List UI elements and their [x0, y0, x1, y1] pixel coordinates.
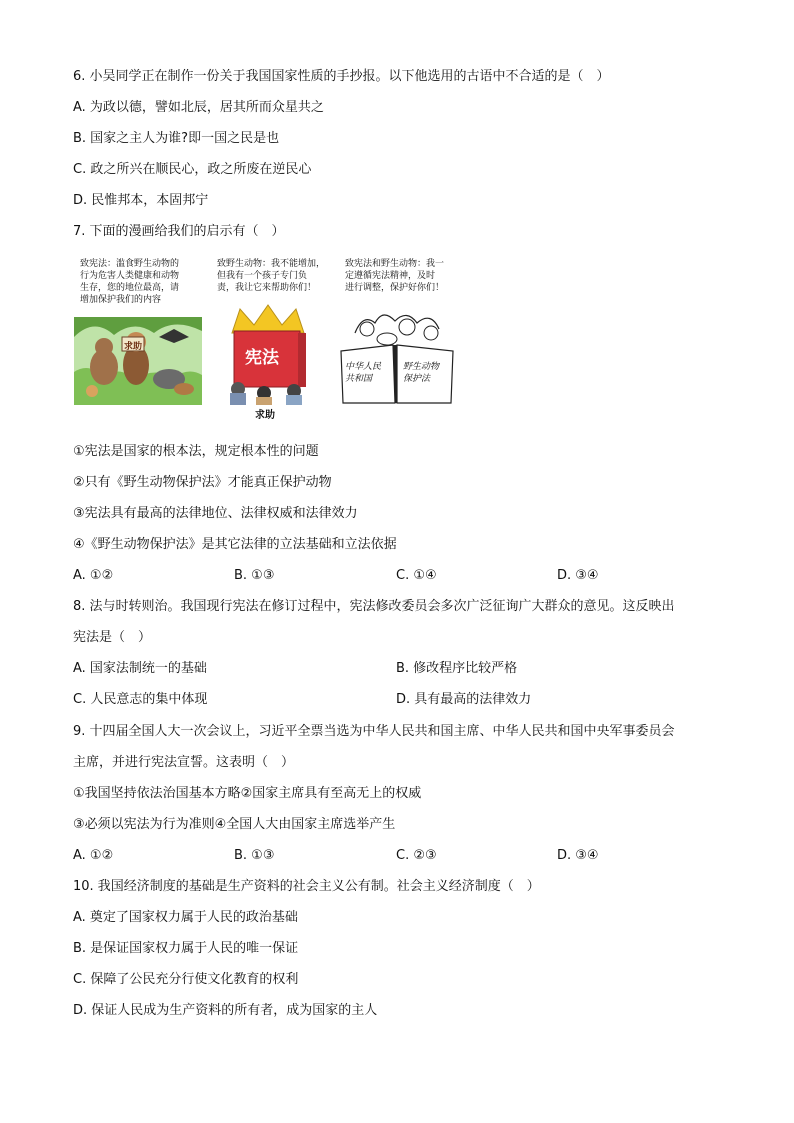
- comic-panel2-caption: [217, 258, 325, 294]
- q8-option-b: B. 修改程序比较严格: [396, 661, 518, 676]
- book-right-label: [403, 361, 439, 385]
- book-left-line: 共和国: [345, 374, 373, 384]
- q9-statements-line2: ③必须以宪法为行为准则④全国人大由国家主席选举产生: [73, 817, 396, 832]
- q7-statement-2: ②只有《野生动物保护法》才能真正保护动物: [73, 475, 332, 490]
- q6-stem: 6. 小吴同学正在制作一份关于我国国家性质的手抄报。以下他选用的古语中不合适的是（ ）: [73, 69, 610, 84]
- comic-panel3-caption: [345, 258, 444, 294]
- q9-option-d: D. ③④: [557, 848, 599, 863]
- comic-text-line: 致野生动物：我不能增加，: [217, 259, 326, 269]
- q10-option-b: B. 是保证国家权力属于人民的唯一保证: [73, 941, 299, 956]
- q6-option-d: D. 民惟邦本，本固邦宁: [73, 193, 209, 208]
- q9-option-a: A. ①②: [73, 848, 114, 863]
- q7-statement-1: ①宪法是国家的根本法，规定根本性的问题: [73, 444, 319, 459]
- comic-text-line: 行为危害人类健康和动物: [80, 271, 180, 281]
- q8-stem-line2: 宪法是（ ）: [73, 630, 152, 645]
- q8-option-a: A. 国家法制统一的基础: [73, 661, 207, 676]
- q10-stem: 10. 我国经济制度的基础是生产资料的社会主义公有制。社会主义经济制度（ ）: [73, 879, 540, 894]
- comic-text-line: 进行调整，保护好你们！: [345, 283, 445, 293]
- q7-stem: 7. 下面的漫画给我们的启示有（ ）: [73, 224, 285, 239]
- book-left-line: 中华人民: [345, 362, 382, 372]
- book-left-label: [345, 361, 381, 385]
- q10-option-c: C. 保障了公民充分行使文化教育的权利: [73, 972, 299, 987]
- help-sign: 求助: [124, 342, 143, 352]
- q7-statement-3: ③宪法具有最高的法律地位、法律权威和法律效力: [73, 506, 358, 521]
- comic-caption: 求助: [255, 410, 275, 421]
- q9-option-c: C. ②③: [396, 848, 437, 863]
- q9-stem-line2: 主席，并进行宪法宣誓。这表明（ ）: [73, 755, 295, 770]
- comic-text-line: 定遵循宪法精神，及时: [345, 271, 436, 281]
- comic-panel-wildlife-law: [335, 303, 460, 406]
- book-right-line: 野生动物: [403, 362, 440, 372]
- jungle-animals-illustration: [74, 317, 202, 405]
- q7-option-a: A. ①②: [73, 568, 114, 583]
- book-right-line: 保护法: [403, 374, 431, 384]
- comic-text-line: 但我有一个孩子专门负: [217, 271, 308, 281]
- q8-option-c: C. 人民意志的集中体现: [73, 692, 208, 707]
- q7-option-b: B. ①③: [234, 568, 275, 583]
- q7-option-d: D. ③④: [557, 568, 599, 583]
- q8-option-d: D. 具有最高的法律效力: [396, 692, 532, 707]
- q6-option-a: A. 为政以德，譬如北辰，居其所而众星共之: [73, 100, 324, 115]
- q7-option-c: C. ①④: [396, 568, 437, 583]
- q9-statements-line1: ①我国坚持依法治国基本方略②国家主席具有至高无上的权威: [73, 786, 422, 801]
- constitution-title: 宪法: [245, 348, 279, 368]
- q9-option-b: B. ①③: [234, 848, 275, 863]
- comic-panel-constitution: [218, 303, 320, 405]
- q6-option-b: B. 国家之主人为谁?即一国之民是也: [73, 131, 280, 146]
- comic-text-line: 增加保护我们的内容: [80, 295, 162, 305]
- comic-text-line: 致宪法：滥食野生动物的: [80, 259, 180, 269]
- wildlife-law-sketch: [335, 303, 460, 406]
- q8-stem-line1: 8. 法与时转则治。我国现行宪法在修订过程中，宪法修改委员会多次广泛征询广大群众的意见。这反映出: [73, 599, 675, 614]
- q6-option-c: C. 政之所兴在顺民心，政之所废在逆民心: [73, 162, 312, 177]
- comic-text-line: 致宪法和野生动物：我一: [345, 259, 445, 269]
- q9-stem-line1: 9. 十四届全国人大一次会议上，习近平全票当选为中华人民共和国主席、中华人民共和国中央军事委员会: [73, 724, 675, 739]
- q10-option-d: D. 保证人民成为生产资料的所有者，成为国家的主人: [73, 1003, 378, 1018]
- comic-panel-animals: [74, 317, 202, 405]
- q7-statement-4: ④《野生动物保护法》是其它法律的立法基础和立法依据: [73, 537, 397, 552]
- comic-panel1-caption: [80, 258, 179, 306]
- comic-text-line: 责，我让它来帮助你们！: [217, 283, 317, 293]
- comic-text-line: 生存，您的地位最高，请: [80, 283, 180, 293]
- q10-option-a: A. 奠定了国家权力属于人民的政治基础: [73, 910, 298, 925]
